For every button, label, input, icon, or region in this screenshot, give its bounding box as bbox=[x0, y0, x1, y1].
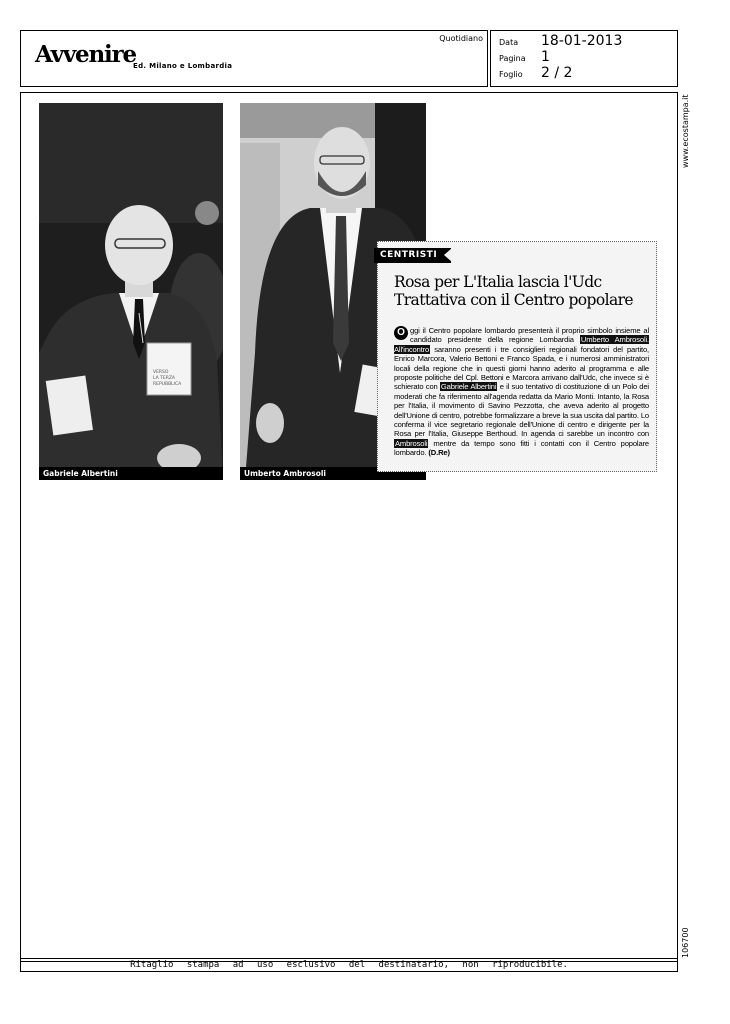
photo-albertini bbox=[39, 103, 223, 480]
site-watermark: www.ecostampa.it bbox=[681, 94, 690, 168]
data-label: Data bbox=[499, 38, 519, 47]
foglio-label: Foglio bbox=[499, 70, 523, 79]
pagina-label: Pagina bbox=[499, 54, 526, 63]
svg-text:VERSO: VERSO bbox=[153, 370, 169, 375]
dropcap: O bbox=[394, 326, 408, 340]
svg-text:LA TERZA: LA TERZA bbox=[153, 376, 175, 381]
foglio-value: 2 / 2 bbox=[541, 65, 573, 81]
body-text-3: e il suo tentativo di costituzione di un Polo dei moderati che fa riferimento all'agenda redatta da Mario Monti. Intanto, la Rosa per l'Italia, il movimento di Savino Pezzotta, che aveva aderito al progetto dell'Unione di centro, potrebbe formalizzare a breve la sua uscita dal partito. Lo conferma il vice segretario regionale dell'Unione di centro e dirigente per la Rosa per l'Italia, Giuseppe Berthoud. In agenda ci sarebbe un incontro con bbox=[394, 382, 649, 439]
clipping-code: 106700 bbox=[681, 927, 690, 958]
body-text-2: saranno presenti i tre consiglieri regionali fondatori del partito, Enrico Marcora, Valerio Bettoni e Franco Spada, e i numerosi amministratori locali della regione che in questi giorni hanno aderito al programma e alle proposte politiche del Cpl. Bettoni e Marcora arrivano dall'Udc, che invece si è schierato con bbox=[394, 344, 649, 392]
body-text-4: mentre da tempo sono fitti i contatti con il Centro popolare lombardo. bbox=[394, 438, 649, 458]
data-value: 18-01-2013 bbox=[541, 33, 623, 49]
meta-box bbox=[490, 30, 678, 87]
masthead-box bbox=[20, 30, 488, 87]
article-body bbox=[394, 326, 649, 458]
author-signature: (D.Re) bbox=[428, 448, 450, 458]
photo-caption-albertini: Gabriele Albertini bbox=[39, 467, 223, 480]
headline-line-2: Trattativa con il Centro popolare bbox=[394, 291, 633, 309]
headline-line-1: Rosa per L'Italia lascia l'Udc bbox=[394, 273, 602, 291]
highlight-ambrosoli-2: Ambrosoli bbox=[395, 438, 428, 448]
photo-albertini-image bbox=[39, 103, 223, 480]
photo-caption-ambrosoli: Umberto Ambrosoli bbox=[240, 467, 426, 480]
newspaper-logo: Avvenire bbox=[35, 41, 136, 68]
edition-label: Ed. Milano e Lombardia bbox=[133, 62, 233, 70]
publication-type: Quotidiano bbox=[439, 34, 483, 43]
article-kicker: CENTRISTI bbox=[374, 248, 451, 263]
highlight-ambrosoli-1: Umberto Ambrosoli. All'incontro bbox=[394, 335, 649, 354]
highlight-albertini: Gabriele Albertini bbox=[440, 382, 497, 392]
kicker-notch bbox=[444, 248, 452, 262]
body-text-1: ggi il Centro popolare lombardo presenterà il proprio simbolo insieme al candidato presidente della regione Lombardia bbox=[410, 326, 649, 345]
footer-notice: Ritaglio stampa ad uso esclusivo del destinatario, non riproducibile. bbox=[20, 958, 678, 972]
article-headline bbox=[394, 273, 650, 309]
svg-text:REPUBBLICA: REPUBBLICA bbox=[153, 382, 182, 387]
pagina-value: 1 bbox=[541, 49, 550, 65]
